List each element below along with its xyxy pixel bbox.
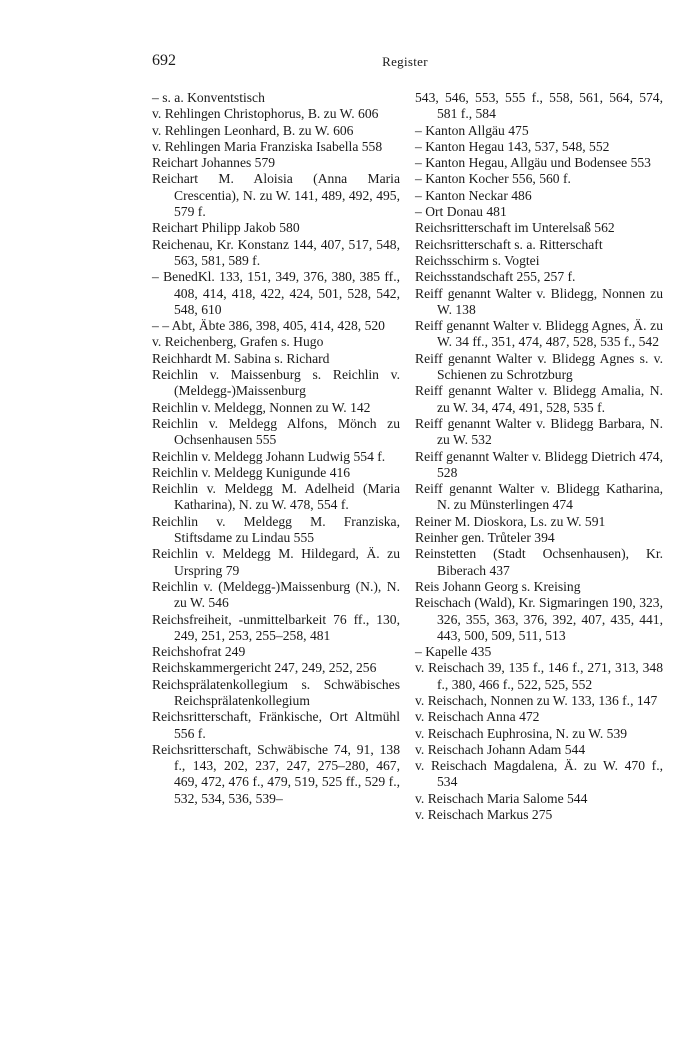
page-number: 692 xyxy=(152,52,176,69)
index-entry: Reichlin v. Meldegg Johann Ludwig 554 f. xyxy=(152,448,386,464)
index-entry: 543, 546, 553, 555 f., 558, 561, 564, 574, 581 f., 584 xyxy=(415,90,663,122)
index-entry: – s. a. Konventstisch xyxy=(152,90,265,105)
index-entry: – Kanton Hegau, Allgäu und Bodensee 553 xyxy=(415,155,651,171)
index-entry: Reichlin v. Meldegg Alfons, Mönch zu Ochsenhausen 555 xyxy=(152,415,400,448)
page-header xyxy=(152,52,658,74)
index-entry: – Kapelle 435 xyxy=(415,644,492,660)
index-entry: – Kanton Allgäu 475 xyxy=(415,122,529,138)
index-entry: Reis Johann Georg s. Kreising xyxy=(415,578,581,594)
index-entry: Reinher gen. Trůteler 394 xyxy=(415,530,555,546)
index-entry: v. Reischach Markus 275 xyxy=(415,807,553,823)
index-entry: v. Reischach Magdalena, Ä. zu W. 470 f., 534 xyxy=(415,758,663,790)
index-entry: Reichsritterschaft, Schwäbische 74, 91, 138 f., 143, 202, 237, 247, 275–280, 467, 469, 472, 476 f., 479, 519, 525 ff., 529 f., 532, 534, 536, 539– xyxy=(152,741,400,806)
index-entry: Reiff genannt Walter v. Blidegg Agnes, Ä. zu W. 34 ff., 351, 474, 487, 528, 535 f., 542 xyxy=(415,318,663,350)
index-entry: v. Reischach Euphrosina, N. zu W. 539 xyxy=(415,725,628,741)
index-entry: Reichsstandschaft 255, 257 f. xyxy=(415,269,576,285)
index-entry: Reichlin v. Meldegg M. Adelheid (Maria Katharina), N. zu W. 478, 554 f. xyxy=(152,481,400,513)
index-entry: – BenedKl. 133, 151, 349, 376, 380, 385 ff., 408, 414, 418, 422, 424, 501, 528, 542, 548, 610 xyxy=(152,269,400,317)
index-entry: v. Reischach Johann Adam 544 xyxy=(415,741,586,757)
index-entry: Reichhardt M. Sabina s. Richard xyxy=(152,350,330,366)
index-entry: Reiff genannt Walter v. Blidegg Agnes s. v. Schienen zu Schrotzburg xyxy=(415,350,663,383)
index-column-left xyxy=(152,90,400,807)
index-entry: Reichsritterschaft s. a. Ritterschaft xyxy=(415,236,603,252)
index-entry: v. Rehlingen Christophorus, B. zu W. 606 xyxy=(152,106,379,122)
index-entry: Reichsritterschaft, Fränkische, Ort Altmühl 556 f. xyxy=(152,709,400,741)
index-entry: – Kanton Hegau 143, 537, 548, 552 xyxy=(415,138,610,154)
index-entry: Reichlin v. Meldegg Kunigunde 416 xyxy=(152,464,351,480)
index-entry: – Ort Donau 481 xyxy=(415,204,507,220)
index-entry: Reichlin v. Maissenburg s. Reichlin v. (Meldegg-)Maissenburg xyxy=(152,367,400,399)
index-entry: Reichskammergericht 247, 249, 252, 256 xyxy=(152,660,377,676)
index-entry: Reiff genannt Walter v. Blidegg Katharina, N. zu Münsterlingen 474 xyxy=(415,481,663,513)
running-title: Register xyxy=(382,54,428,69)
index-entry: Reiff genannt Walter v. Blidegg, Nonnen zu W. 138 xyxy=(415,285,663,317)
index-entry: Reinstetten (Stadt Ochsenhausen), Kr. Biberach 437 xyxy=(415,546,663,578)
index-entry: Reichart Philipp Jakob 580 xyxy=(152,220,300,236)
index-entry: Reichsfreiheit, -unmittelbarkeit 76 ff., 130, 249, 251, 253, 255–258, 481 xyxy=(152,611,400,643)
index-entry: v. Reischach Anna 472 xyxy=(415,709,540,725)
index-entry: Reichsritterschaft im Unterelsaß 562 xyxy=(415,220,615,236)
index-entry: – – Abt, Äbte 386, 398, 405, 414, 428, 520 xyxy=(152,318,385,334)
index-entry: Reiff genannt Walter v. Blidegg Dietrich 474, 528 xyxy=(415,448,663,480)
index-entry: Reiff genannt Walter v. Blidegg Barbara, N. zu W. 532 xyxy=(415,415,663,448)
index-entry: Reichart Johannes 579 xyxy=(152,155,276,171)
index-entry: – Kanton Neckar 486 xyxy=(415,187,532,203)
index-entry: Reichart M. Aloisia (Anna Maria Crescentia), N. zu W. 141, 489, 492, 495, 579 f. xyxy=(152,171,400,220)
index-entry: Reichshofrat 249 xyxy=(152,644,246,660)
index-entry: v. Reischach, Nonnen zu W. 133, 136 f., 147 xyxy=(415,692,658,708)
index-entry: v. Rehlingen Leonhard, B. zu W. 606 xyxy=(152,122,354,138)
index-entry: Reichenau, Kr. Konstanz 144, 407, 517, 548, 563, 581, 589 f. xyxy=(152,236,400,268)
index-entry: Reichlin v. Meldegg, Nonnen zu W. 142 xyxy=(152,399,371,415)
index-column-right xyxy=(415,90,663,823)
index-entry: v. Reischach Maria Salome 544 xyxy=(415,790,588,806)
index-entry: Reichlin v. Meldegg M. Franziska, Stiftsdame zu Lindau 555 xyxy=(152,513,400,546)
index-entry: Reiff genannt Walter v. Blidegg Amalia, N. zu W. 34, 474, 491, 528, 535 f. xyxy=(415,383,663,415)
index-entry: Reichlin v. (Meldegg-)Maissenburg (N.), N. zu W. 546 xyxy=(152,578,400,611)
index-entry: Reichlin v. Meldegg M. Hildegard, Ä. zu Urspring 79 xyxy=(152,546,400,578)
index-entry: v. Reichenberg, Grafen s. Hugo xyxy=(152,334,324,350)
index-entry: Reichsprälatenkollegium s. Schwäbisches Reichsprälatenkollegium xyxy=(152,676,400,708)
index-entry: Reichsschirm s. Vogtei xyxy=(415,252,540,268)
index-entry: Reiner M. Dioskora, Ls. zu W. 591 xyxy=(415,513,606,529)
index-entry: v. Reischach 39, 135 f., 146 f., 271, 313, 348 f., 380, 466 f., 522, 525, 552 xyxy=(415,660,663,692)
index-entry: v. Rehlingen Maria Franziska Isabella 558 xyxy=(152,138,383,154)
index-entry: – Kanton Kocher 556, 560 f. xyxy=(415,171,571,187)
index-entry: Reischach (Wald), Kr. Sigmaringen 190, 323, 326, 355, 363, 376, 392, 407, 435, 441, 443, 500, 509, 511, 513 xyxy=(415,595,663,643)
